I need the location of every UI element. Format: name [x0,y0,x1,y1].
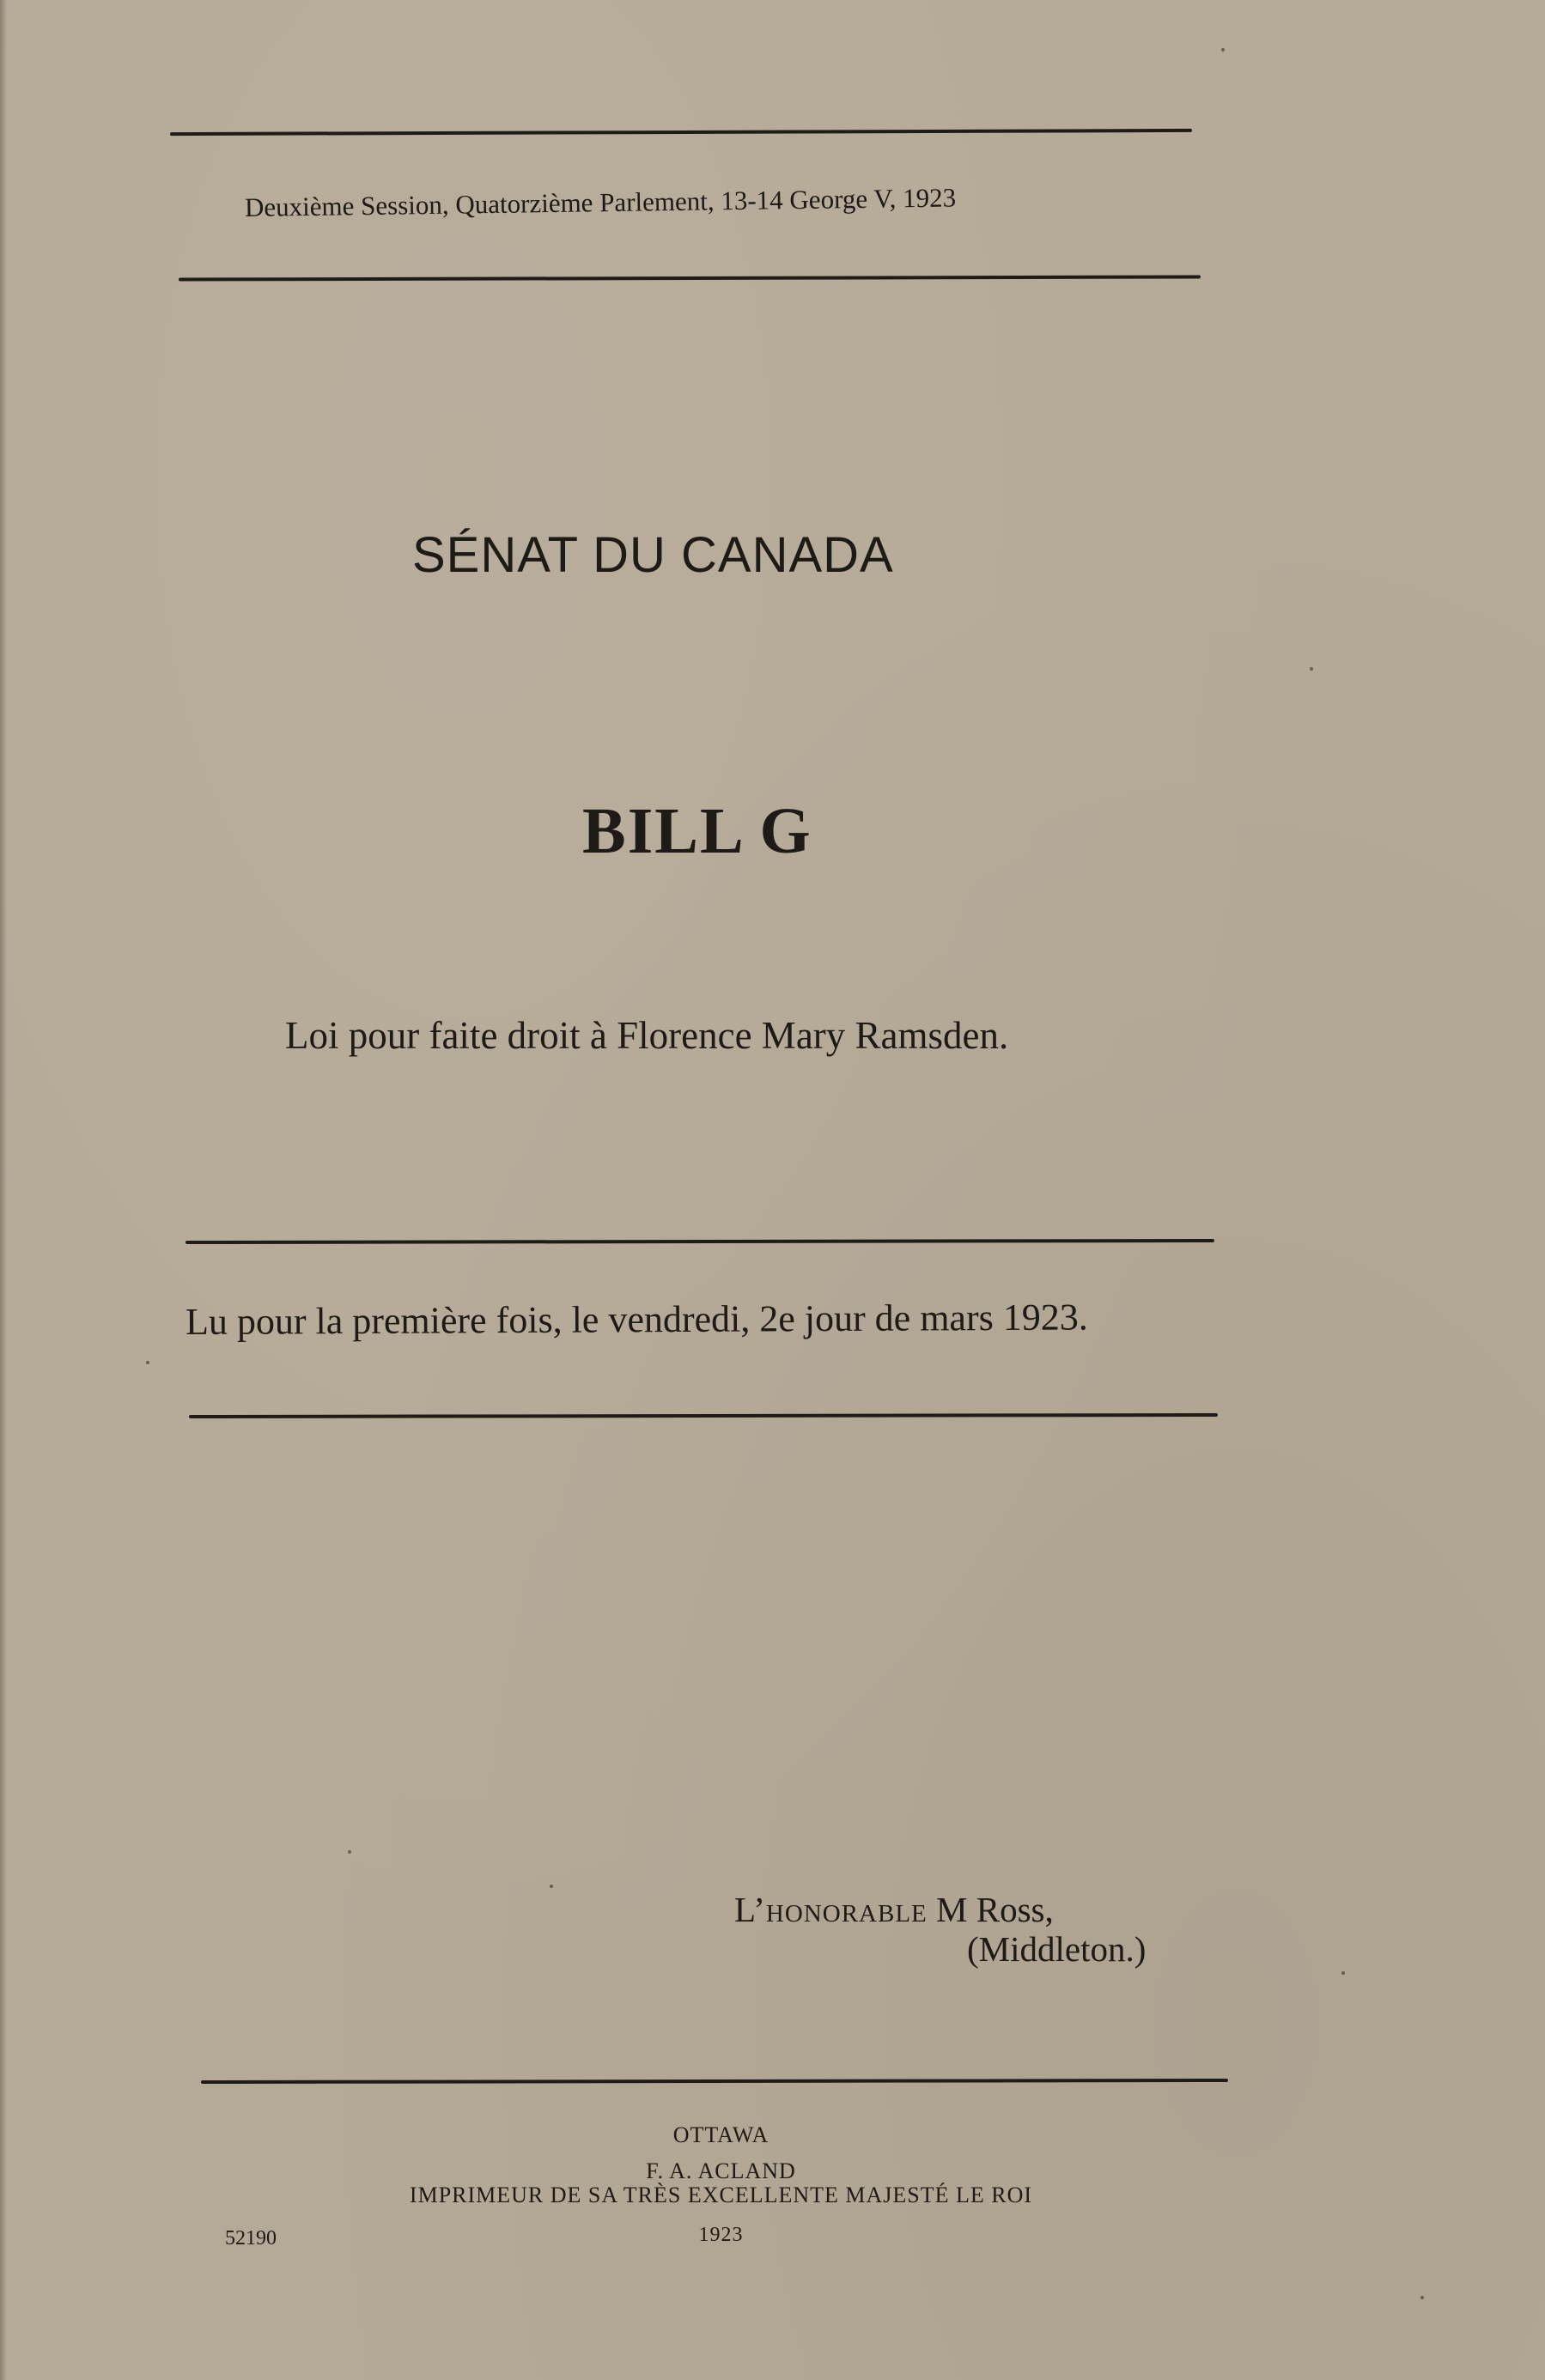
imprint-city: OTTAWA [672,2122,769,2147]
sponsor-line [734,1889,1054,1930]
session-line: Deuxième Session, Quatorzième Parlement, 13-14 George V, 1923 [244,182,957,222]
paper-speck [1310,667,1313,671]
first-reading-line: Lu pour la première fois, le vendredi, 2e jour de mars 1923. [185,1296,1088,1343]
sponsor-prefix: L’honorable [734,1890,928,1929]
bill-description: Loi pour faite droit à Florence Mary Ramsden. [285,1014,1009,1057]
paper-speck [550,1885,553,1888]
paper-speck [348,1850,351,1854]
institution-heading: SÉNAT DU CANADA [412,527,894,583]
bottom-rule [201,2079,1228,2084]
bill-title: BILL G [582,795,812,867]
paper-speck [1420,2296,1424,2299]
top-rule-upper [170,129,1192,136]
paper-speck [1221,48,1225,52]
imprint-printer-title: IMPRIMEUR DE SA TRÈS EXCELLENTE MAJESTÉ LE ROI [409,2183,1033,2207]
paper-speck [1341,1971,1345,1975]
middle-rule-upper [186,1239,1214,1244]
sponsor-riding: (Middleton.) [967,1929,1147,1969]
sponsor-name: M Ross, [936,1890,1054,1929]
middle-rule-lower [189,1413,1218,1418]
imprint-year: 1923 [698,2224,744,2246]
page-edge-shadow [0,0,7,2380]
print-code: 52190 [225,2227,277,2249]
top-rule-lower [179,275,1201,281]
paper-speck [146,1361,149,1364]
imprint-printer: F. A. ACLAND [646,2158,796,2183]
